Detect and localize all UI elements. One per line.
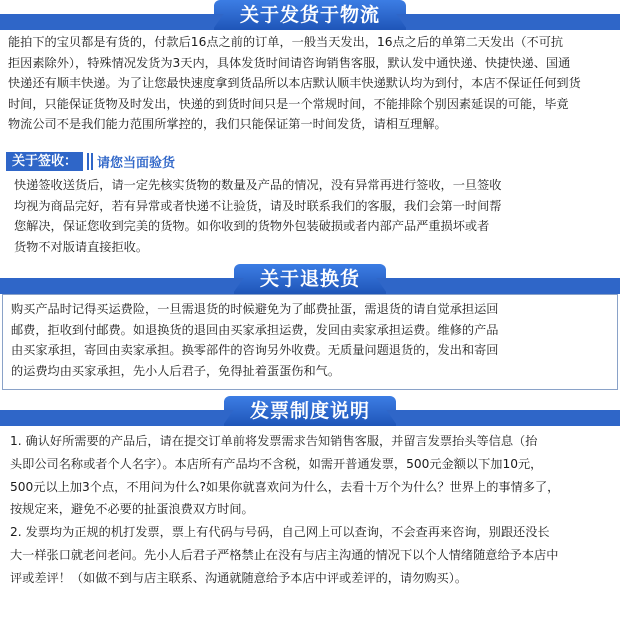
invoice-title: 发票制度说明 xyxy=(224,396,396,426)
shipping-banner xyxy=(0,0,620,30)
text-line: 评或差评！（如做不到与店主联系、沟通就随意给予本店中评或差评的，请勿购买）。 xyxy=(10,570,468,585)
text-line: 购买产品时记得买运费险，一旦需退货的时候避免为了邮费扯蛋，需退货的请自觉承担运回 xyxy=(11,302,499,316)
text-line: 头即公司名称或者个人名字）。本店所有产品均不含税，如需开普通发票，500元金额以下加10元， xyxy=(10,456,543,471)
text-line: 物流公司不是我们能力范围所掌控的，我们只能保证第一时间发货，请相互理解。 xyxy=(8,117,447,132)
signing-header xyxy=(6,152,175,171)
returns-title: 关于退换货 xyxy=(234,264,386,294)
shipping-title: 关于发货于物流 xyxy=(214,0,406,30)
text-line: 货物不对版请直接拒收。 xyxy=(14,239,149,254)
returns-banner xyxy=(0,264,620,294)
text-line: 能拍下的宝贝都是有货的，付款后16点之前的订单，一般当天发出，16点之后的单第二天发出（不可抗 xyxy=(8,35,564,49)
text-line: 大一样张口就老问老问。先小人后君子严格禁止在没有与店主沟通的情况下以个人情绪随意给予本店中 xyxy=(10,547,559,562)
text-line: 快递签收送货后，请一定先核实货物的数量及产品的情况，没有异常再进行签收，一旦签收 xyxy=(14,178,502,192)
returns-text xyxy=(2,294,618,390)
signing-text xyxy=(14,175,614,257)
text-line: 由买家承担，寄回由卖家承担。换零部件的咨询另外收费。无质量问题退货的，发出和寄回 xyxy=(11,343,499,358)
signing-label: 关于签收： xyxy=(6,152,83,171)
text-line: 邮费，拒收到付邮费。如退换货的退回由买家承担运费，发回由卖家承担运费。维修的产品 xyxy=(11,322,499,337)
text-line: 均视为商品完好，若有异常或者快递不让验货，请及时联系我们的客服，我们会第一时间帮 xyxy=(14,198,502,213)
invoice-text xyxy=(10,430,614,590)
signing-note: 请您当面验货 xyxy=(97,156,176,171)
shipping-text xyxy=(8,32,614,135)
divider-bars-icon xyxy=(87,153,93,170)
text-line: 1. 确认好所需要的产品后，请在提交订单前将发票需求告知销售客服，并留言发票抬头等信息（抬 xyxy=(10,434,538,448)
text-line: 的运费均由买家承担，先小人后君子，免得扯着蛋蛋伤和气。 xyxy=(11,363,341,378)
text-line: 快递还有顺丰快递。为了让您最快速度拿到货品所以本店默认顺丰快递默认均为到付，本店不保证任何到货 xyxy=(8,76,581,91)
text-line: 时间，只能保证货物及时发出，快递的到货时间只是一个常规时间，不能排除个别因素延误的可能，毕竟 xyxy=(8,96,569,111)
text-line: 500元以上加3个点，不用问为什么?如果你就喜欢问为什么，去看十万个为什么？世界上的事情多了， xyxy=(10,479,560,494)
text-line: 2. 发票均为正规的机打发票，票上有代码与号码，自己网上可以查询，不会查再来咨询，别跟还没长 xyxy=(10,525,550,540)
text-line: 您解决，保证您收到完美的货物。如你收到的货物外包装破损或者内部产品严重损坏或者 xyxy=(14,219,490,234)
text-line: 拒因素除外），特殊情况发货为3天内，具体发货时间请咨询销售客服，默认发中通快递、快捷快递、国通 xyxy=(8,55,571,70)
invoice-banner xyxy=(0,396,620,426)
text-line: 按规定来，避免不必要的扯蛋浪费双方时间。 xyxy=(10,502,254,517)
